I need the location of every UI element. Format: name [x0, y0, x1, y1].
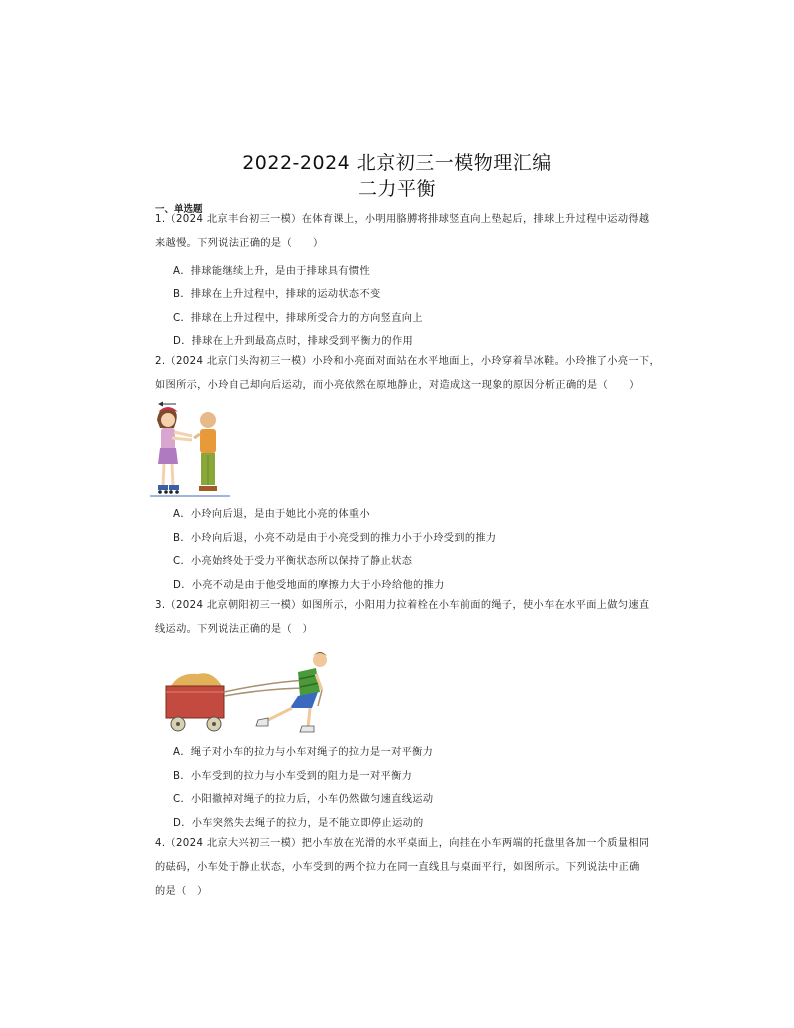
question-3-option-c: C．小阳撤掉对绳子的拉力后，小车仍然做匀速直线运动	[173, 794, 434, 805]
question-3-option-d: D．小车突然失去绳子的拉力，是不能立即停止运动的	[173, 818, 424, 829]
question-3-text	[155, 594, 715, 642]
question-3-line-1: 3.（2024 北京朝阳初三一模）如图所示，小阳用力拉着栓在小车前面的绳子，使小车在水平面上做匀速直	[155, 600, 650, 611]
question-2-line-1: 2.（2024 北京门头沟初三一模）小玲和小亮面对面站在水平地面上，小玲穿着旱冰鞋。小玲推了小亮一下，	[155, 356, 660, 367]
question-1-option-b: B．排球在上升过程中，排球的运动状态不变	[173, 289, 381, 300]
question-2-option-c: C．小亮始终处于受力平衡状态所以保持了静止状态	[173, 556, 413, 567]
question-2-option-a: A．小玲向后退，是由于她比小亮的体重小	[173, 509, 370, 520]
question-2-option-d: D．小亮不动是由于他受地面的摩擦力大于小玲给他的推力	[173, 580, 445, 591]
document-title: 2022-2024 北京初三一模物理汇编	[242, 152, 552, 174]
question-3-option-a: A．绳子对小车的拉力与小车对绳子的拉力是一对平衡力	[173, 747, 434, 758]
girl-figure	[157, 407, 192, 494]
question-4-line-1: 4.（2024 北京大兴初三一模）把小车放在光滑的水平桌面上，向挂在小车两端的托盘里各加一个质量相同	[155, 838, 650, 849]
question-4-line-3: 的是（ ）	[155, 886, 208, 897]
question-1-line-1: 1.（2024 北京丰台初三一模）在体育课上，小明用胳膊将排球竖直向上垫起后，排球上升过程中运动得越	[155, 214, 650, 225]
question-1-option-c: C．排球在上升过程中，排球所受合力的方向竖直向上	[173, 313, 423, 324]
rope	[224, 680, 310, 696]
question-4-text	[155, 832, 715, 904]
section-heading: 一、单选题	[155, 204, 203, 215]
question-1-line-2: 来越慢。下列说法正确的是（ ）	[155, 238, 324, 249]
document-subtitle: 二力平衡	[357, 178, 436, 200]
question-1-text	[155, 208, 715, 256]
question-1-option-a: A．排球能继续上升，是由于排球具有惯性	[173, 266, 370, 277]
question-1-option-d: D．排球在上升到最高点时，排球受到平衡力的作用	[173, 336, 414, 347]
question-4-line-2: 的砝码，小车处于静止状态，小车受到的两个拉力在同一直线且与桌面平行，如图所示。下列说法中正确	[155, 862, 640, 873]
cart-pulling-figure	[160, 646, 335, 734]
boy-pulling-figure	[256, 652, 327, 732]
question-2-text	[155, 350, 715, 398]
question-3-option-b: B．小车受到的拉力与小车受到的阻力是一对平衡力	[173, 771, 413, 782]
push-figure	[150, 398, 230, 500]
cart-figure	[166, 673, 224, 731]
boy-figure	[194, 412, 217, 491]
question-3-line-2: 线运动。下列说法正确的是（ ）	[155, 624, 314, 635]
question-2-line-2: 如图所示，小玲自己却向后运动，而小亮依然在原地静止，对造成这一现象的原因分析正确的是（ ）	[155, 380, 640, 391]
question-2-option-b: B．小玲向后退，小亮不动是由于小亮受到的推力小于小玲受到的推力	[173, 533, 497, 544]
arrow-left-icon	[158, 402, 176, 407]
